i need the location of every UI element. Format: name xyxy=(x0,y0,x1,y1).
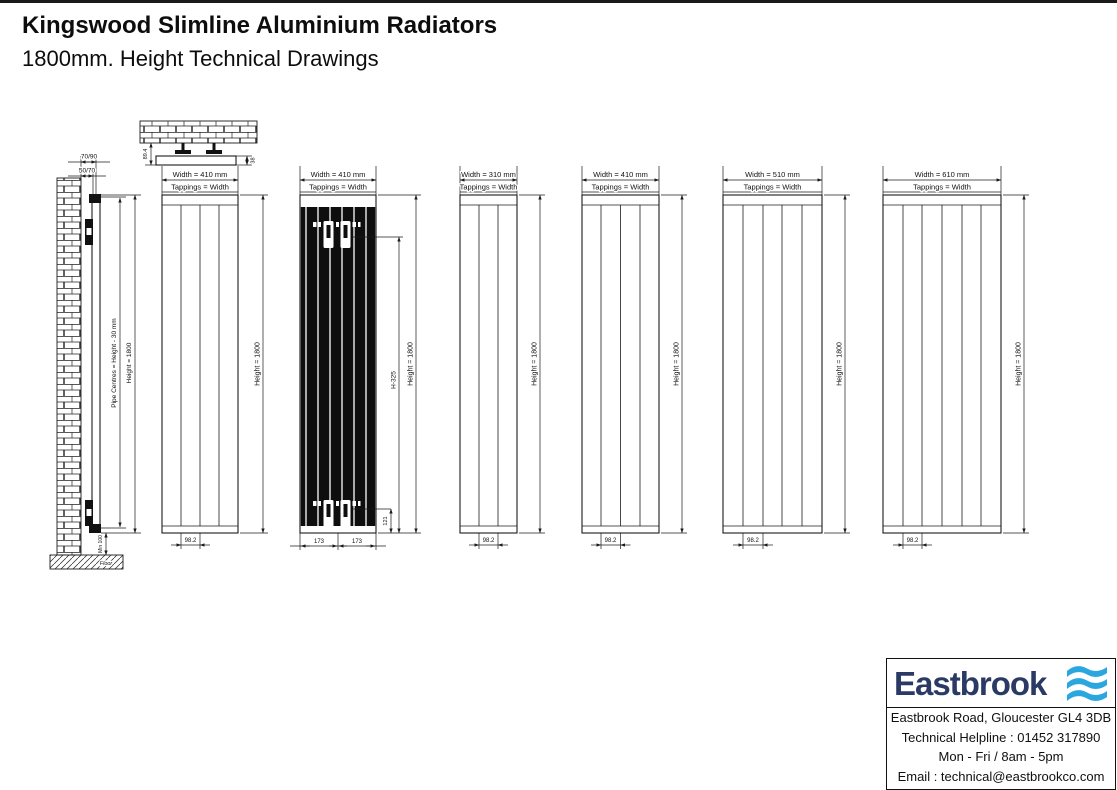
contact-helpline: Technical Helpline : 01452 317890 xyxy=(901,729,1101,745)
height-dim-label: Height = 1800 xyxy=(254,342,262,386)
wall-offset-dim-label: 70/90 xyxy=(80,153,98,161)
contact-box xyxy=(886,658,1116,790)
height-dim-label: Height = 1800 xyxy=(531,342,539,386)
width-dim-label: Width = 410 mm xyxy=(172,170,228,179)
contact-address: Eastbrook Road, Gloucester GL4 3DB xyxy=(890,710,1112,725)
tappings-dim-label: Tappings = Width xyxy=(171,182,229,192)
wall-bracket-lower xyxy=(85,500,93,526)
tapping-spacing-dimensions xyxy=(290,533,386,550)
radiator-body xyxy=(460,195,517,533)
pitch-dim-label: 98.2 xyxy=(184,538,197,544)
pitch-dimension xyxy=(591,533,631,549)
contact-hours: Mon - Fri / 8am - 5pm xyxy=(938,749,1064,764)
radiator-drawing-3 xyxy=(460,166,545,549)
pipe-centres-dim-label: Pipe Centres = Height - 30 mm xyxy=(111,318,118,408)
bracket-offset-dim-label: 50/70 xyxy=(78,167,96,175)
eastbrook-logo-row xyxy=(887,659,1115,708)
contact-email: Email : technical@eastbrookco.com xyxy=(897,768,1105,784)
plan-wall-brackets xyxy=(175,143,222,154)
min-floor-clearance-label: Min 100 xyxy=(98,535,104,553)
radiator-drawing-4 xyxy=(582,166,687,549)
wall-to-front-dim-label: 89.4 xyxy=(143,148,149,160)
tapping-spacing-dim-right: 173 xyxy=(351,539,363,545)
height-dim-label: Height = 1800 xyxy=(673,342,681,386)
radiator-side-profile xyxy=(92,196,100,532)
bracket-height-dim-label: H-325 xyxy=(390,371,398,389)
brick-wall-pattern xyxy=(57,178,81,555)
tapping-top xyxy=(89,194,101,203)
height-dim-label: Height = 1800 xyxy=(836,342,844,386)
depth-dim-label: 38 xyxy=(250,157,257,164)
pitch-dimension xyxy=(469,533,508,549)
side-view-vertical-dimensions xyxy=(98,195,141,555)
tappings-dim-label: Tappings = Width xyxy=(459,182,518,192)
plan-brick-wall-pattern xyxy=(140,121,257,143)
radiator-black-face xyxy=(301,207,375,526)
width-dim-label: Width = 410 mm xyxy=(310,170,366,179)
width-dim-label: Width = 510 mm xyxy=(745,170,800,179)
wall-bracket-upper xyxy=(85,219,93,245)
radiator-body xyxy=(723,195,822,533)
page-subtitle: 1800mm. Height Technical Drawings xyxy=(22,46,379,71)
radiator-drawing-1 xyxy=(162,166,268,549)
width-dim-label: Width = 610 mm xyxy=(914,170,970,179)
plan-radiator-slab xyxy=(156,156,236,165)
pitch-dim-label: 98.2 xyxy=(604,538,617,544)
side-view-drawing xyxy=(50,154,141,570)
plan-view-drawing xyxy=(140,121,257,165)
eastbrook-logo: Eastbrook xyxy=(894,664,1047,702)
height-dim-label: Height = 1800 xyxy=(1015,342,1023,386)
radiator-drawing-6 xyxy=(883,166,1029,549)
radiator-drawing-5 xyxy=(723,166,850,549)
pitch-dim-label: 98.2 xyxy=(906,538,919,544)
radiator-drawing-2 xyxy=(290,166,421,550)
side-height-dim-label: Height = 1800 xyxy=(126,342,133,384)
pitch-dim-label: 98.2 xyxy=(482,538,495,544)
tappings-dim-label: Tappings = Width xyxy=(743,182,802,192)
page-title: Kingswood Slimline Aluminium Radiators xyxy=(22,12,498,39)
floor-label: Floor xyxy=(99,561,113,567)
width-dim-label: Width = 410 mm xyxy=(593,170,648,179)
width-dim-label: Width = 310 mm xyxy=(461,170,516,179)
eastbrook-wave-icon xyxy=(1066,664,1108,702)
tapping-spacing-dim-left: 173 xyxy=(313,539,325,545)
pitch-dimension xyxy=(893,533,932,549)
tappings-dim-label: Tappings = Width xyxy=(309,182,367,192)
height-dim-label: Height = 1800 xyxy=(407,342,415,386)
tappings-dim-label: Tappings = Width xyxy=(591,182,650,192)
pitch-dimension xyxy=(171,533,210,549)
pitch-dimension xyxy=(733,533,773,549)
bracket-bottom-dim-label: 121 xyxy=(383,516,389,526)
tappings-dim-label: Tappings = Width xyxy=(913,182,971,192)
pitch-dim-label: 98.2 xyxy=(747,538,759,544)
